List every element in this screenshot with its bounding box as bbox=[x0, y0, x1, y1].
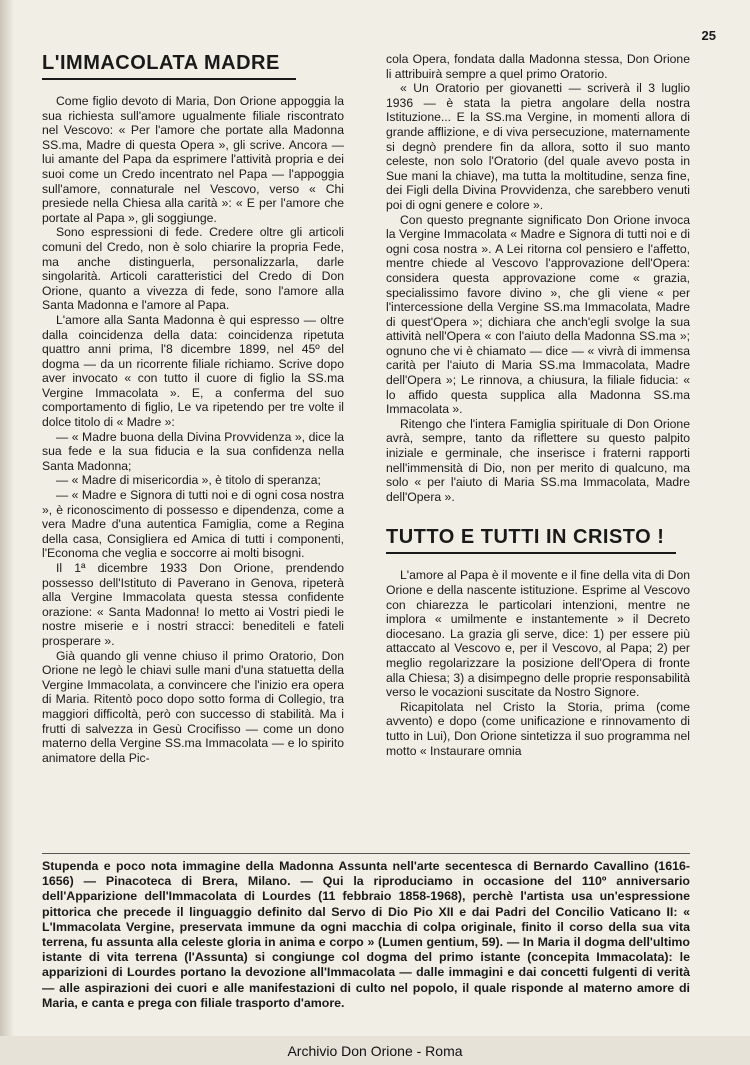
paragraph: Come figlio devoto di Maria, Don Orione appoggia la sua richiesta sull'amore ugualmente filiale riscontrato nel Vescovo: « Per l'amore che portate alla Madonna SS.ma, Madre di questa Opera », gli scrive. Ancora — lui amante del Papa da esprimere l'attività propria e dei suoi come un Credo incentrato nel Papa — l'appoggia sull'amore, connaturale nel Vescovo, verso « Chi presiede nella Chiesa alla carità »: « E per l'amore che portate al Papa », gli soggiunge. bbox=[42, 94, 344, 225]
paragraph: Ricapitolata nel Cristo la Storia, prima (come avvento) e dopo (come unificazione e rinnovamento di tutto in Lui), Don Orione sintetizza il suo programma nel motto « Instaurare omnia bbox=[386, 699, 690, 758]
image-caption: Stupenda e poco nota immagine della Madonna Assunta nell'arte secentesca di Bernardo Cavallino (1616-1656) — Pinacoteca di Brera, Milano. — Qui la riproduciamo in occasione del 110º anniversario dell'Apparizione dell'Immacolata di Lourdes (11 febbraio 1858-1968), perchè l'artista usa un'espressione pittorica che precede il linguaggio definito dal Servo di Dio Pio XII e dai Padri del Concilio Vaticano II: « L'Immacolata Vergine, preservata immune da ogni macchia di colpa originale, finito il corso della sua vita terrena, fu assunta alla celeste gloria in anima e corpo » (Lumen gentium, 59). — In Maria il dogma dell'ultimo istante di vita terrena (l'Assunta) si congiunge col dogma del primo istante (concepita Immacolata): le apparizioni di Lourdes portano la devozione all'Immacolata — dalle immagini e dai concetti fulgenti di verità — alle aspirazioni dei cuori e alle manifestazioni di culto nel popolo, il quale risponde al materno amore di Maria, e canta e prega con filiale trasporto d'amore. bbox=[42, 853, 690, 1011]
paragraph: Ritengo che l'intera Famiglia spirituale di Don Orione avrà, sempre, tanto da riflettere su questo palpito iniziale e germinale, che inserisce i fraterni rapporti nell'immensità di Dio, non per merito di qualcuno, ma solo « per l'aiuto di Maria SS.ma Immacolata, Madre dell'Opera ». bbox=[386, 416, 690, 504]
paragraph: Il 1ª dicembre 1933 Don Orione, prendendo possesso dell'Istituto di Paverano in Genova, ripeterà alla Vergine Immacolata questa stessa confidente orazione: « Santa Madonna! Io metto ai Vostri piedi le nostre miserie e i nostri stracci: benediteli e fateli prosperare ». bbox=[42, 561, 344, 648]
paragraph-title-madre-buona: — « Madre buona della Divina Provvidenza », dice la sua fede e la sua fiducia e la sua confidenza nella Santa Madonna; bbox=[42, 429, 344, 473]
paragraph: « Un Oratorio per giovanetti — scriverà il 3 luglio 1936 — è stata la pietra angolare della nostra Istituzione... E la SS.ma Vergine, in momenti allora di grande afflizione, e di viva persecuzione, maternamente si degnò prendere fin da allora, sotto il suo manto celeste, non solo l'Oratorio (del quale avevo posta in Sue mani la chiave), ma tutta la moltitudine, senza fine, dei Figli della Divina Provvidenza, che sarebbero venuti poi di ogni genere e colore ». bbox=[386, 81, 690, 212]
paragraph: Già quando gli venne chiuso il primo Oratorio, Don Orione ne legò le chiavi sulle mani d'una statuetta della Vergine Immacolata, a convincere che l'inizio era opera di Maria. Ritentò poco dopo sotto forma di Collegio, tra maggiori difficoltà, però con successo di stabilità. Ma i frutti di salvezza in Gesù Crocifisso — come un dono materno della Vergine SS.ma Immacolata — e lo spirito animatore della Pic- bbox=[42, 648, 344, 765]
section-title-tutto-in-cristo: TUTTO E TUTTI IN CRISTO ! bbox=[386, 526, 676, 554]
page-number: 25 bbox=[701, 28, 716, 43]
paragraph-title-signora: — « Madre e Signora di tutti noi e di ogni cosa nostra », è riconoscimento di possesso e dipendenza, come a vera Madre d'una autentica Famiglia, come a Regina della casa, Consigliera ed Amica di tutti i componenti, l'Economa che veglia e soccorre ai molti bisogni. bbox=[42, 488, 344, 561]
paragraph: L'amore al Papa è il movente e il fine della vita di Don Orione e della nascente istituzione. Esprime al Vescovo con chiarezza le particolari intenzioni, mentre ne implora « umilmente e instantemente » il Decreto diocesano. La grazia gli serve, dice: 1) per essere più attaccato al Vescovo e, per il Vescovo, al Papa; 2) per meglio regolarizzare la posizione dell'Opera di fronte alla Chiesa; 3) a disimpegno delle proprie responsabilità verso le vocazioni suscitate da Nostro Signore. bbox=[386, 568, 690, 700]
paragraph: Con questo pregnante significato Don Orione invoca la Vergine Immacolata « Madre e Signora di tutti noi e di ogni cosa nostra ». A Lei ritorna col pensiero e l'affetto, mentre chiede al Vescovo l'approvazione dell'Opera: considera questa approvazione come « grazia, specialissimo favore divino », che gli viene « per l'intercessione della Vergine SS.ma Immacolata, Madre di quest'Opera »; dichiara che anch'egli svolge la sua attività nell'Opera « con l'aiuto della Madonna SS.ma »; ognuno che vi è chiamato — dice — « vivrà di immensa carità per l'aiuto di Maria SS.ma Immacolata, Madre dell'Opera »; Le rinnova, a chiusura, la filiale fiducia: « lo affido questa supplica alla Madonna SS.ma Immacolata ». bbox=[386, 212, 690, 417]
page-edge-shadow bbox=[0, 0, 14, 1065]
paragraph: L'amore alla Santa Madonna è qui espresso — oltre dalla coincidenza della data: coincidenza ripetuta quattro anni prima, l'8 dicembre 1899, nel 45º del dogma — da un ricorrente filiale richiamo. Scrive dopo aver invocato « con tutto il cuore di figlio la SS.ma Vergine Immacolata ». E, a conferma del suo comportamento di figlio, Le va ripetendo per tre volte il dolce titolo di « Madre »: bbox=[42, 312, 344, 430]
paragraph: cola Opera, fondata dalla Madonna stessa, Don Orione li attribuirà sempre a quel primo Oratorio. bbox=[386, 52, 690, 81]
paragraph: Sono espressioni di fede. Credere oltre gli articoli comuni del Credo, non è solo chiarire la propria Fede, ma anche distinguerla, personalizzarla, darle singolarità. Articoli caratteristici del Credo di Don Orione, quanto a vivezza di fede, sono l'amore alla Santa Madonna e l'amore al Papa. bbox=[42, 225, 344, 313]
right-column bbox=[386, 52, 690, 758]
left-column bbox=[42, 52, 344, 765]
archive-label: Archivio Don Orione - Roma bbox=[287, 1043, 463, 1059]
paragraph-title-misericordia: — « Madre di misericordia », è titolo di speranza; bbox=[56, 473, 321, 488]
section-title-immacolata: L'IMMACOLATA MADRE bbox=[42, 52, 296, 80]
